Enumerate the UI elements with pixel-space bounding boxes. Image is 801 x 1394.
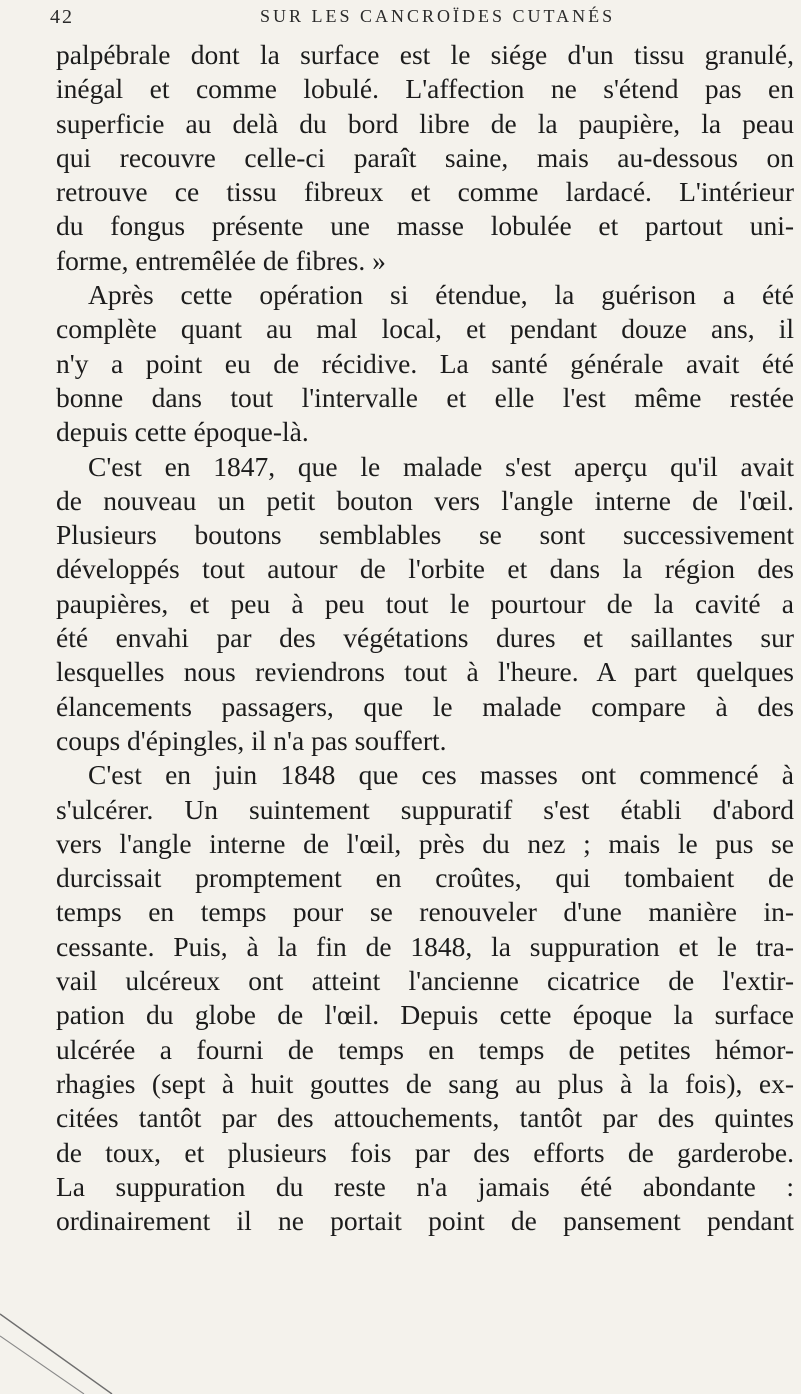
text-line: paupières, et peu à peu tout le pourtour de la cavité a <box>56 587 794 619</box>
text-line: vers l'angle interne de l'œil, près du nez ; mais le pus se <box>56 827 794 859</box>
text-line: développés tout autour de l'orbite et dans la région des <box>56 553 794 585</box>
text-line: du fongus présente une masse lobulée et partout uni- <box>56 210 794 242</box>
text-line: pation du globe de l'œil. Depuis cette époque la surface <box>56 999 794 1031</box>
text-line: complète quant au mal local, et pendant douze ans, il <box>56 313 794 345</box>
text-line: coups d'épingles, il n'a pas souffert. <box>56 724 447 756</box>
text-line: bonne dans tout l'intervalle et elle l'est même restée <box>56 381 794 413</box>
text-line: durcissait promptement en croûtes, qui tombaient de <box>56 862 794 894</box>
running-head <box>50 6 790 36</box>
text-line: ordinairement il ne portait point de pansement pendant <box>56 1205 794 1237</box>
text-line: La suppuration du reste n'a jamais été abondante : <box>56 1170 794 1202</box>
text-line: vail ulcéreux ont atteint l'ancienne cicatrice de l'extir- <box>56 965 794 997</box>
text-line: ulcérée a fourni de temps en temps de petites hémor- <box>56 1033 794 1065</box>
page-fold-mark <box>0 1310 140 1394</box>
text-line: s'ulcérer. Un suintement suppuratif s'est établi d'abord <box>56 793 794 825</box>
text-line: cessante. Puis, à la fin de 1848, la suppuration et le tra- <box>56 930 794 962</box>
text-line: retrouve ce tissu fibreux et comme lardacé. L'intérieur <box>56 176 794 208</box>
text-line: C'est en 1847, que le malade s'est aperçu qu'il avait <box>88 450 794 482</box>
text-line: de toux, et plusieurs fois par des efforts de garderobe. <box>56 1136 794 1168</box>
text-line: citées tantôt par des attouchements, tantôt par des quintes <box>56 1102 794 1134</box>
text-line: depuis cette époque-là. <box>56 416 309 448</box>
text-line: forme, entremêlée de fibres. » <box>56 244 386 276</box>
text-line: de nouveau un petit bouton vers l'angle interne de l'œil. <box>56 484 794 516</box>
text-line: inégal et comme lobulé. L'affection ne s'étend pas en <box>56 73 794 105</box>
text-line: rhagies (sept à huit gouttes de sang au plus à la fois), ex- <box>56 1067 794 1099</box>
text-line: n'y a point eu de récidive. La santé générale avait été <box>56 347 794 379</box>
text-line: temps en temps pour se renouveler d'une manière in- <box>56 896 794 928</box>
text-line: lesquelles nous reviendrons tout à l'heure. A part quelques <box>56 656 794 688</box>
page-number: 42 <box>50 6 74 28</box>
text-line: Plusieurs boutons semblables se sont successivement <box>56 519 794 551</box>
text-line: qui recouvre celle-ci paraît saine, mais au-dessous on <box>56 141 794 173</box>
body-text <box>56 38 794 1238</box>
text-line: élancements passagers, que le malade compare à des <box>56 690 794 722</box>
running-title: SUR LES CANCROÏDES CUTANÉS <box>260 6 616 26</box>
text-line: C'est en juin 1848 que ces masses ont commencé à <box>88 759 794 791</box>
text-line: superficie au delà du bord libre de la paupière, la peau <box>56 107 794 139</box>
text-line: palpébrale dont la surface est le siége d'un tissu granulé, <box>56 39 794 70</box>
text-line: Après cette opération si étendue, la guérison a été <box>88 279 794 311</box>
text-line: été envahi par des végétations dures et saillantes sur <box>56 622 794 654</box>
